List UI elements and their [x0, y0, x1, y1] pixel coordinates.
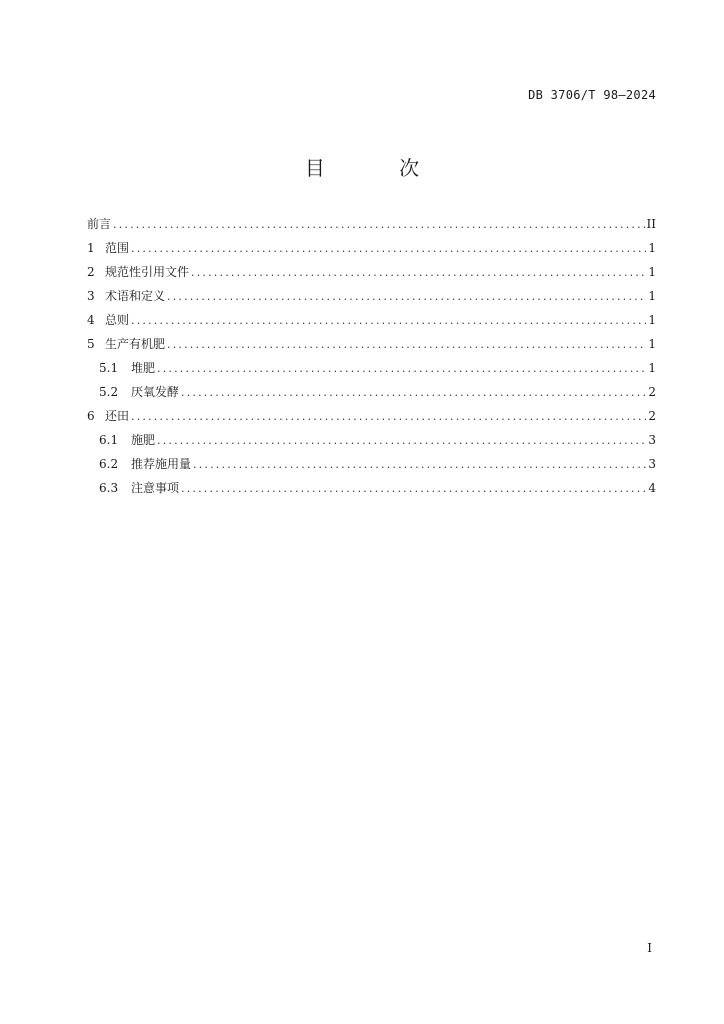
toc-entry-label: 范围 — [105, 241, 130, 255]
toc-entry-page: 2 — [648, 409, 656, 423]
toc-leader-dots — [191, 261, 646, 285]
toc-entry-label: 推荐施用量 — [131, 457, 192, 471]
toc-leader-dots — [181, 381, 646, 405]
toc-leader-dots — [167, 333, 646, 357]
toc-leader-dots — [167, 285, 646, 309]
toc-entry-number: 5.2 — [99, 385, 119, 399]
toc-entry-5-2[interactable] — [87, 380, 656, 404]
toc-entry-page: 1 — [648, 361, 656, 375]
toc-entry-4[interactable] — [87, 308, 656, 332]
toc-entry-number: 6 — [87, 409, 95, 423]
toc-entry-page: 2 — [648, 385, 656, 399]
toc-entry-foreword[interactable] — [87, 212, 656, 236]
toc-entry-1[interactable] — [87, 236, 656, 260]
toc-entry-number: 6.3 — [99, 481, 119, 495]
toc-entry-label: 术语和定义 — [105, 289, 166, 303]
toc-entry-5[interactable] — [87, 332, 656, 356]
toc-entry-number: 3 — [87, 289, 95, 303]
toc-leader-dots — [113, 213, 645, 237]
toc-entry-number: 4 — [87, 313, 95, 327]
toc-leader-dots — [157, 429, 646, 453]
toc-entry-label: 总则 — [105, 313, 130, 327]
toc-entry-label: 生产有机肥 — [105, 337, 166, 351]
table-of-contents — [87, 212, 656, 500]
toc-entry-page: 1 — [648, 265, 656, 279]
toc-entry-page: 4 — [648, 481, 656, 495]
toc-entry-5-1[interactable] — [87, 356, 656, 380]
toc-entry-6-2[interactable] — [87, 452, 656, 476]
toc-entry-number: 2 — [87, 265, 95, 279]
toc-entry-number: 5.1 — [99, 361, 119, 375]
toc-entry-6-1[interactable] — [87, 428, 656, 452]
toc-entry-number: 1 — [87, 241, 95, 255]
toc-entry-6-3[interactable] — [87, 476, 656, 500]
toc-entry-6[interactable] — [87, 404, 656, 428]
toc-entry-page: 1 — [648, 289, 656, 303]
toc-leader-dots — [131, 405, 646, 429]
toc-entry-label: 前言 — [87, 217, 112, 231]
toc-entry-number: 6.1 — [99, 433, 119, 447]
toc-leader-dots — [157, 357, 646, 381]
toc-entry-number: 6.2 — [99, 457, 119, 471]
toc-entry-page: 1 — [648, 241, 656, 255]
toc-entry-page: 1 — [648, 337, 656, 351]
toc-entry-label: 规范性引用文件 — [105, 265, 190, 279]
toc-entry-page: II — [646, 217, 656, 231]
toc-leader-dots — [131, 309, 646, 333]
toc-leader-dots — [193, 453, 646, 477]
toc-entry-2[interactable] — [87, 260, 656, 284]
page-number: I — [647, 941, 652, 955]
toc-entry-label: 厌氧发酵 — [131, 385, 180, 399]
toc-entry-label: 还田 — [105, 409, 130, 423]
toc-entry-page: 3 — [648, 433, 656, 447]
toc-entry-page: 1 — [648, 313, 656, 327]
toc-entry-label: 施肥 — [131, 433, 156, 447]
toc-entry-page: 3 — [648, 457, 656, 471]
toc-entry-number: 5 — [87, 337, 95, 351]
toc-entry-label: 注意事项 — [131, 481, 180, 495]
toc-leader-dots — [181, 477, 646, 501]
toc-entry-label: 堆肥 — [131, 361, 156, 375]
toc-leader-dots — [131, 237, 646, 261]
toc-entry-3[interactable] — [87, 284, 656, 308]
document-code: DB 3706/T 98—2024 — [528, 88, 656, 102]
page-title: 目 次 — [304, 156, 454, 180]
